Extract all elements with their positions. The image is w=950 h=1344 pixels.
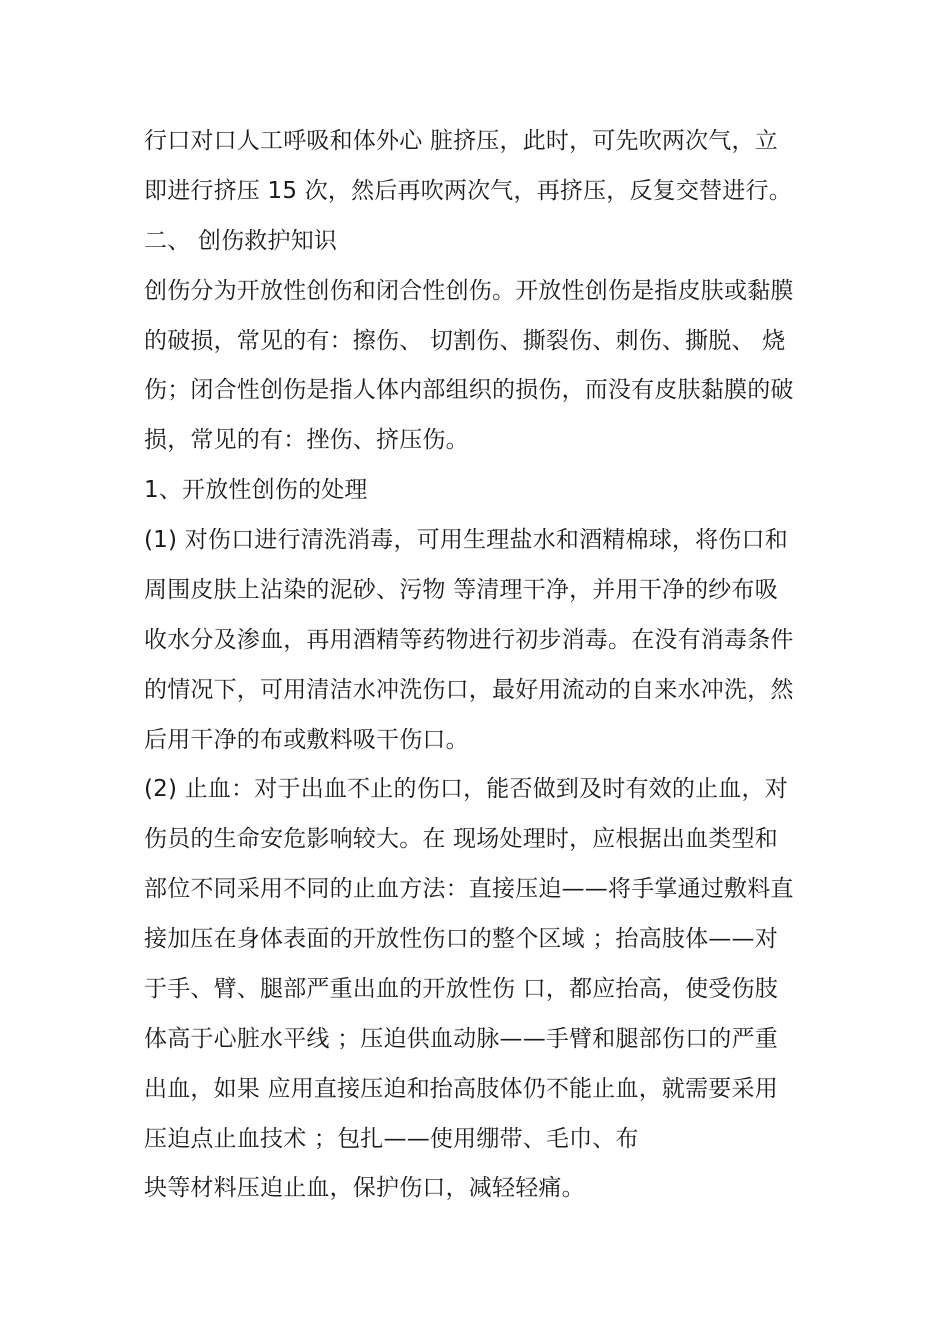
text-line: 的破损，常见的有：擦伤、 切割伤、撕裂伤、刺伤、撕脱、 烧	[144, 328, 786, 354]
text-line: 行口对口人工呼吸和体外心 脏挤压，此时，可先吹两次气，立	[144, 128, 778, 154]
text-line: 后用干净的布或敷料吸干伤口。	[144, 727, 469, 753]
text-line: 伤员的生命安危影响较大。在 现场处理时，应根据出血类型和	[144, 826, 778, 852]
text-line: 体高于心脏水平线 ；压迫供血动脉——手臂和腿部伤口的严重	[144, 1026, 778, 1052]
text-line: 伤；闭合性创伤是指人体内部组织的损伤，而没有皮肤黏膜的破	[144, 377, 794, 403]
text-line: 于手、臂、腿部严重出血的开放性伤 口，都应抬高，使受伤肢	[144, 976, 778, 1002]
text-line: 的情况下，可用清洁水冲洗伤口，最好用流动的自来水冲洗，然	[144, 677, 794, 703]
section-heading: 二、 创伤救护知识	[144, 228, 338, 254]
text-line: 损，常见的有：挫伤、挤压伤。	[144, 427, 469, 453]
text-line: 部位不同采用不同的止血方法：直接压迫——将手掌通过敷料直	[144, 876, 794, 902]
text-line: 块等材料压迫止血，保护伤口，减轻轻痛。	[144, 1175, 585, 1201]
text-line: (1) 对伤口进行清洗消毒，可用生理盐水和酒精棉球，将伤口和	[144, 527, 788, 553]
subsection-heading: 1、开放性创伤的处理	[144, 477, 368, 503]
text-line: 周围皮肤上沾染的泥砂、污物 等清理干净，并用干净的纱布吸	[144, 577, 778, 603]
text-line: 压迫点止血技术 ；包扎——使用绷带、毛巾、布	[144, 1126, 639, 1152]
text-line: 收水分及渗血，再用酒精等药物进行初步消毒。在没有消毒条件	[144, 627, 794, 653]
text-line: 接加压在身体表面的开放性伤口的整个区域 ；抬高肢体——对	[144, 926, 778, 952]
text-line: 即进行挤压 15 次，然后再吹两次气，再挤压，反复交替进行。	[144, 178, 792, 204]
text-line: 出血，如果 应用直接压迫和抬高肢体仍不能止血，就需要采用	[144, 1076, 778, 1102]
text-line: (2) 止血：对于出血不止的伤口，能否做到及时有效的止血，对	[144, 776, 788, 802]
text-line: 创伤分为开放性创伤和闭合性创伤。开放性创伤是指皮肤或黏膜	[144, 278, 794, 304]
